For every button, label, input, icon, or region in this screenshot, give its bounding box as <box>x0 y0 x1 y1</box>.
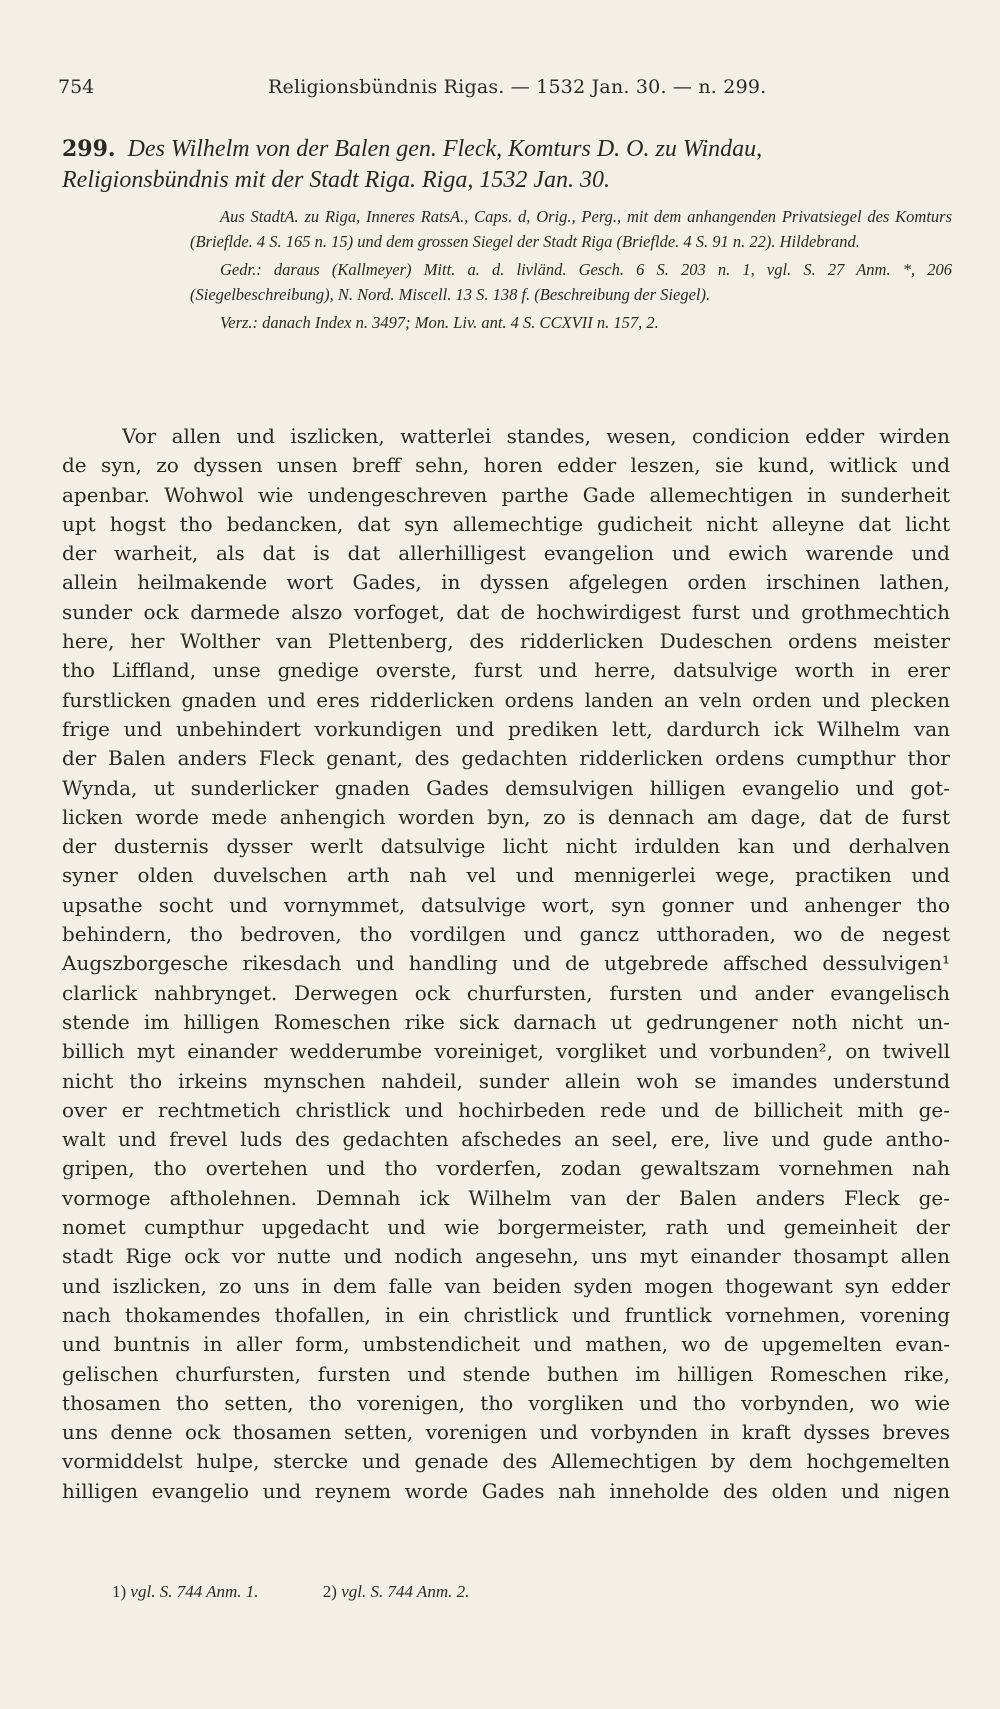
body-line: stende im hilligen Romeschen rike sick darnach ut gedrungener noth nicht un- <box>62 1009 950 1034</box>
title-line-2: Religionsbündnis mit der Stadt Riga. Riga, 1532 Jan. 30. <box>62 167 610 193</box>
footnote-1 <box>112 1581 259 1603</box>
body-line: tho Liffland, unse gnedige overste, furst und herre, datsulvige worth in erer <box>62 658 950 683</box>
body-line: upt hogst tho bedancken, dat syn allemechtige gudicheit nicht alleyne dat licht <box>62 511 950 536</box>
source-note: Aus StadtA. zu Riga, Inneres RatsA., Caps. d, Orig., Perg., mit dem anhangenden Privatsiegel des Komturs (Briefl​de. 4 S. 165 n. 15) und dem grossen Siegel der Stadt Riga (Briefl​de. 4 S. 91 n. 22). Hildebrand. <box>190 207 952 251</box>
body-line: der Balen anders Fleck genant, des gedachten ridderlicken ordens cumpthur thor <box>62 746 950 771</box>
body-line: clarlick nahbrynget. Derwegen ock churfursten, fursten und ander evangelisch <box>62 980 950 1005</box>
body-line: und buntnis in aller form, umbstendicheit und mathen, wo de upgemelten evan- <box>62 1332 950 1357</box>
body-line: furstlicken gnaden und eres ridderlicken ordens landen an veln orden und plecken <box>62 687 950 712</box>
body-line: here, her Wolther van Plettenberg, des ridderlicken Dudeschen ordens meister <box>62 629 950 654</box>
body-line: stadt Rige ock vor nutte und nodich angesehn, uns myt einander thosampt allen <box>62 1244 950 1269</box>
body-line: over er rechtmetich christlick und hochirbeden rede und de billicheit mith ge- <box>62 1097 950 1122</box>
body-line: vormiddelst hulpe, stercke und genade des Allemechtigen by dem hochgemelten <box>62 1449 950 1474</box>
running-title: Religionsbündnis Rigas. — 1532 Jan. 30. — n. 299. <box>268 76 767 98</box>
document-heading <box>62 134 952 196</box>
body-line: der dusternis dysser werlt datsulvige licht nicht irdulden kan und derhalven <box>62 834 950 859</box>
body-line: upsathe socht und vornymmet, datsulvige wort, syn gonner und anhenger tho <box>62 892 950 917</box>
register-note: Verz.: danach Index n. 3497; Mon. Liv. ant. 4 S. CCXVII n. 157, 2. <box>220 313 659 332</box>
body-line: und iszlicken, zo uns in dem falle van beiden syden mogen thogewant syn edder <box>62 1273 950 1298</box>
running-header <box>58 72 938 102</box>
body-line: walt und frevel luds des gedachten afschedes an seel, ere, live und gude antho- <box>62 1127 950 1152</box>
body-line: nach thokamendes thofallen, in ein christlick und fruntlick vornehmen, vorening <box>62 1302 950 1327</box>
body-line: vormoge aftholehnen. Demnah ick Wilhelm van der Balen anders Fleck ge- <box>62 1185 950 1210</box>
body-line: behindern, tho bedroven, tho vordilgen und gancz utthoraden, wo de negest <box>62 922 950 947</box>
body-line: gripen, tho overtehen und tho vorderfen, zodan gewaltszam vornehmen nah <box>62 1156 950 1181</box>
document-number: 299. <box>62 136 116 162</box>
body-line: syner olden duvelschen arth nah vel und mennigerlei wege, practiken und <box>62 863 950 888</box>
body-line: Augszborgesche rikesdach und handling und de utgebrede affsched dessulvigen¹ <box>62 951 950 976</box>
body-line: billich myt einander wedderumbe voreiniget, vorgliket und vorbunden², on twivell <box>62 1039 950 1064</box>
body-line: Vor allen und iszlicken, watterlei standes, wesen, condicion edder wirden <box>122 424 950 448</box>
body-line: nicht tho irkeins mynschen nahdeil, sunder allein woh se imandes understund <box>62 1068 950 1093</box>
body-line: uns denne ock thosamen setten, vorenigen und vorbynden in kraft dysses breves <box>62 1420 950 1445</box>
footnote-mark: 2) <box>322 1582 337 1601</box>
body-line: Wynda, ut sunderlicker gnaden Gades demsulvigen hilligen evangelio und got- <box>62 775 950 800</box>
body-line: gelischen churfursten, fursten und stende buthen im hilligen Romeschen rike, <box>62 1361 950 1386</box>
body-line: apenbar. Wohwol wie undengeschreven parthe Gade allemechtigen in sunderheit <box>62 482 950 507</box>
title-line-1: Des Wilhelm von der Balen gen. Fleck, Komturs D. O. zu Windau, <box>127 136 763 162</box>
footnotes <box>112 1581 812 1603</box>
body-line: allein heilmakende wort Gades, in dyssen afgelegen orden irschinen lathen, <box>62 570 950 595</box>
body-line: frige und unbehindert vorkundigen und prediken lett, dardurch ick Wilhelm van <box>62 716 950 741</box>
footnote-2 <box>323 1581 470 1603</box>
body-line: nomet cumpthur upgedacht und wie borgermeister, rath und gemeinheit der <box>62 1215 950 1240</box>
body-line: licken worde mede anhengich worden byn, zo is dennach am dage, dat de furst <box>62 804 950 829</box>
body-line: hilligen evangelio und reynem worde Gades nah inneholde des olden und nigen <box>62 1478 950 1503</box>
document-body <box>62 422 950 1506</box>
footnote-text: vgl. S. 744 Anm. 1. <box>130 1582 259 1601</box>
body-line: thosamen tho setten, tho vorenigen, tho vorgliken und tho vorbynden, wo wie <box>62 1390 950 1415</box>
apparatus <box>190 204 952 335</box>
footnote-mark: 1) <box>112 1582 127 1601</box>
body-line: sunder ock darmede alszo vorfoget, dat de hochwirdigest furst und grothmechtich <box>62 599 950 624</box>
printed-note: Gedr.: daraus (Kallmeyer) Mitt. a. d. livländ. Gesch. 6 S. 203 n. 1, vgl. S. 27 Anm. *, 206 (Siegelbeschreibung), N. Nord. Miscell. 13 S. 138 f. (Beschreibung der Siegel). <box>190 260 952 304</box>
footnote-text: vgl. S. 744 Anm. 2. <box>341 1582 470 1601</box>
page-number: 754 <box>58 76 95 98</box>
body-line: de syn, zo dyssen unsen breff sehn, horen edder leszen, sie kund, witlick und <box>62 453 950 478</box>
body-line: der warheit, als dat is dat allerhilligest evangelion und ewich warende und <box>62 541 950 566</box>
